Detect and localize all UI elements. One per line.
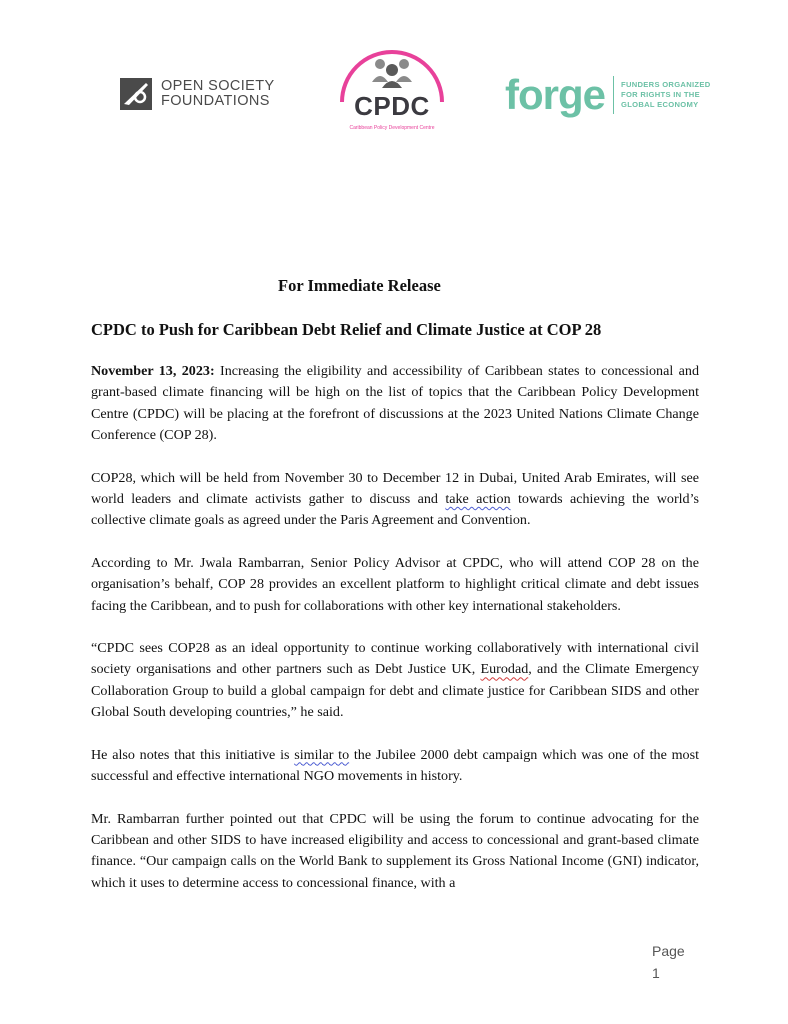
paragraph-2-before: COP28, which will be held from November 30 to December 12 in Dubai, United Arab Emirates, will see world leaders and climate activists gather to discuss and	[91, 469, 699, 508]
paragraph-1	[91, 361, 699, 447]
page-number-value: 1	[652, 965, 660, 981]
cpdc-ring-icon	[336, 42, 448, 138]
paragraph-5-after: the Jubilee 2000 debt campaign which was one of the most successful and effective international NGO movements in history.	[91, 746, 699, 785]
paragraph-4-before: “CPDC sees COP28 as an ideal opportunity to continue working collaboratively with international civil society organisations and other partners such as Debt Justice UK,	[91, 640, 699, 678]
paragraph-5-before: He also notes that this initiative is	[91, 746, 295, 763]
paragraph-4-after: , and the Climate Emergency Collaboration Group to build a global campaign for debt and climate justice for Caribbean SIDS and other Global South developing countries,” he said.	[91, 661, 699, 721]
forge-logo	[505, 72, 710, 118]
paragraph-5	[91, 745, 699, 788]
paragraph-3	[91, 553, 699, 617]
paragraph-6	[91, 809, 699, 895]
osf-line-2: FOUNDATIONS	[161, 93, 270, 109]
dateline: November 13, 2023:	[91, 363, 215, 379]
release-label: For Immediate Release	[278, 276, 441, 295]
forge-divider	[613, 76, 614, 114]
paragraph-3-text: According to Mr. Jwala Rambarran, Senior Policy Advisor at CPDC, who will attend COP 28 on the organisation’s behalf, COP 28 provides an excellent platform to highlight critical climate and debt issues facing the Caribbean, and to push for collaborations with other key international stakeholders.	[91, 554, 699, 614]
paragraph-6-text: Mr. Rambarran further pointed out that CPDC will be using the forum to continue advocating for the Caribbean and other SIDS to have increased eligibility and access to concessional and grant-based climate finance. “Our campaign calls on the World Bank to supplement its Gross National Income (GNI) indicator, which it uses to determine access to concessional finance, with a	[91, 810, 699, 891]
paragraph-4	[91, 638, 699, 724]
grammar-flagged-phrase[interactable]: take action	[445, 491, 511, 508]
spelling-flagged-word[interactable]: Eurodad	[480, 661, 529, 678]
paragraph-2	[91, 468, 699, 532]
press-release-body	[91, 361, 699, 915]
forge-wordmark: forge	[505, 71, 605, 118]
headline: CPDC to Push for Caribbean Debt Relief and Climate Justice at COP 28	[91, 320, 602, 339]
forge-tag-line-2: FOR RIGHTS IN THE	[621, 90, 700, 99]
forge-tag-line-1: FUNDERS ORGANIZED	[621, 80, 711, 89]
cpdc-logo-subtitle: Caribbean Policy Development Centre	[349, 125, 435, 131]
logo-bar	[0, 40, 788, 140]
osf-line-1: OPEN SOCIETY	[161, 78, 275, 94]
cpdc-logo	[336, 42, 448, 138]
paragraph-1-text: Increasing the eligibility and accessibility of Caribbean states to concessional and grant-based climate financing will be high on the list of topics that the Caribbean Policy Development Centre (CPDC) will be placing at the forefront of discussions at the 2023 United Nations Climate Change Conference (COP 28).	[91, 363, 699, 444]
grammar-flagged-phrase[interactable]: similar to	[294, 746, 350, 763]
page-label: Page	[652, 943, 685, 959]
open-society-logo	[120, 78, 275, 110]
paragraph-2-after: towards achieving the world’s collective climate goals as agreed under the Paris Agreement and Convention.	[91, 491, 699, 529]
forge-tag-line-3: GLOBAL ECONOMY	[621, 100, 699, 109]
cpdc-logo-name: CPDC	[354, 91, 430, 121]
page-number	[652, 940, 685, 984]
open-society-mark-icon	[120, 78, 152, 110]
